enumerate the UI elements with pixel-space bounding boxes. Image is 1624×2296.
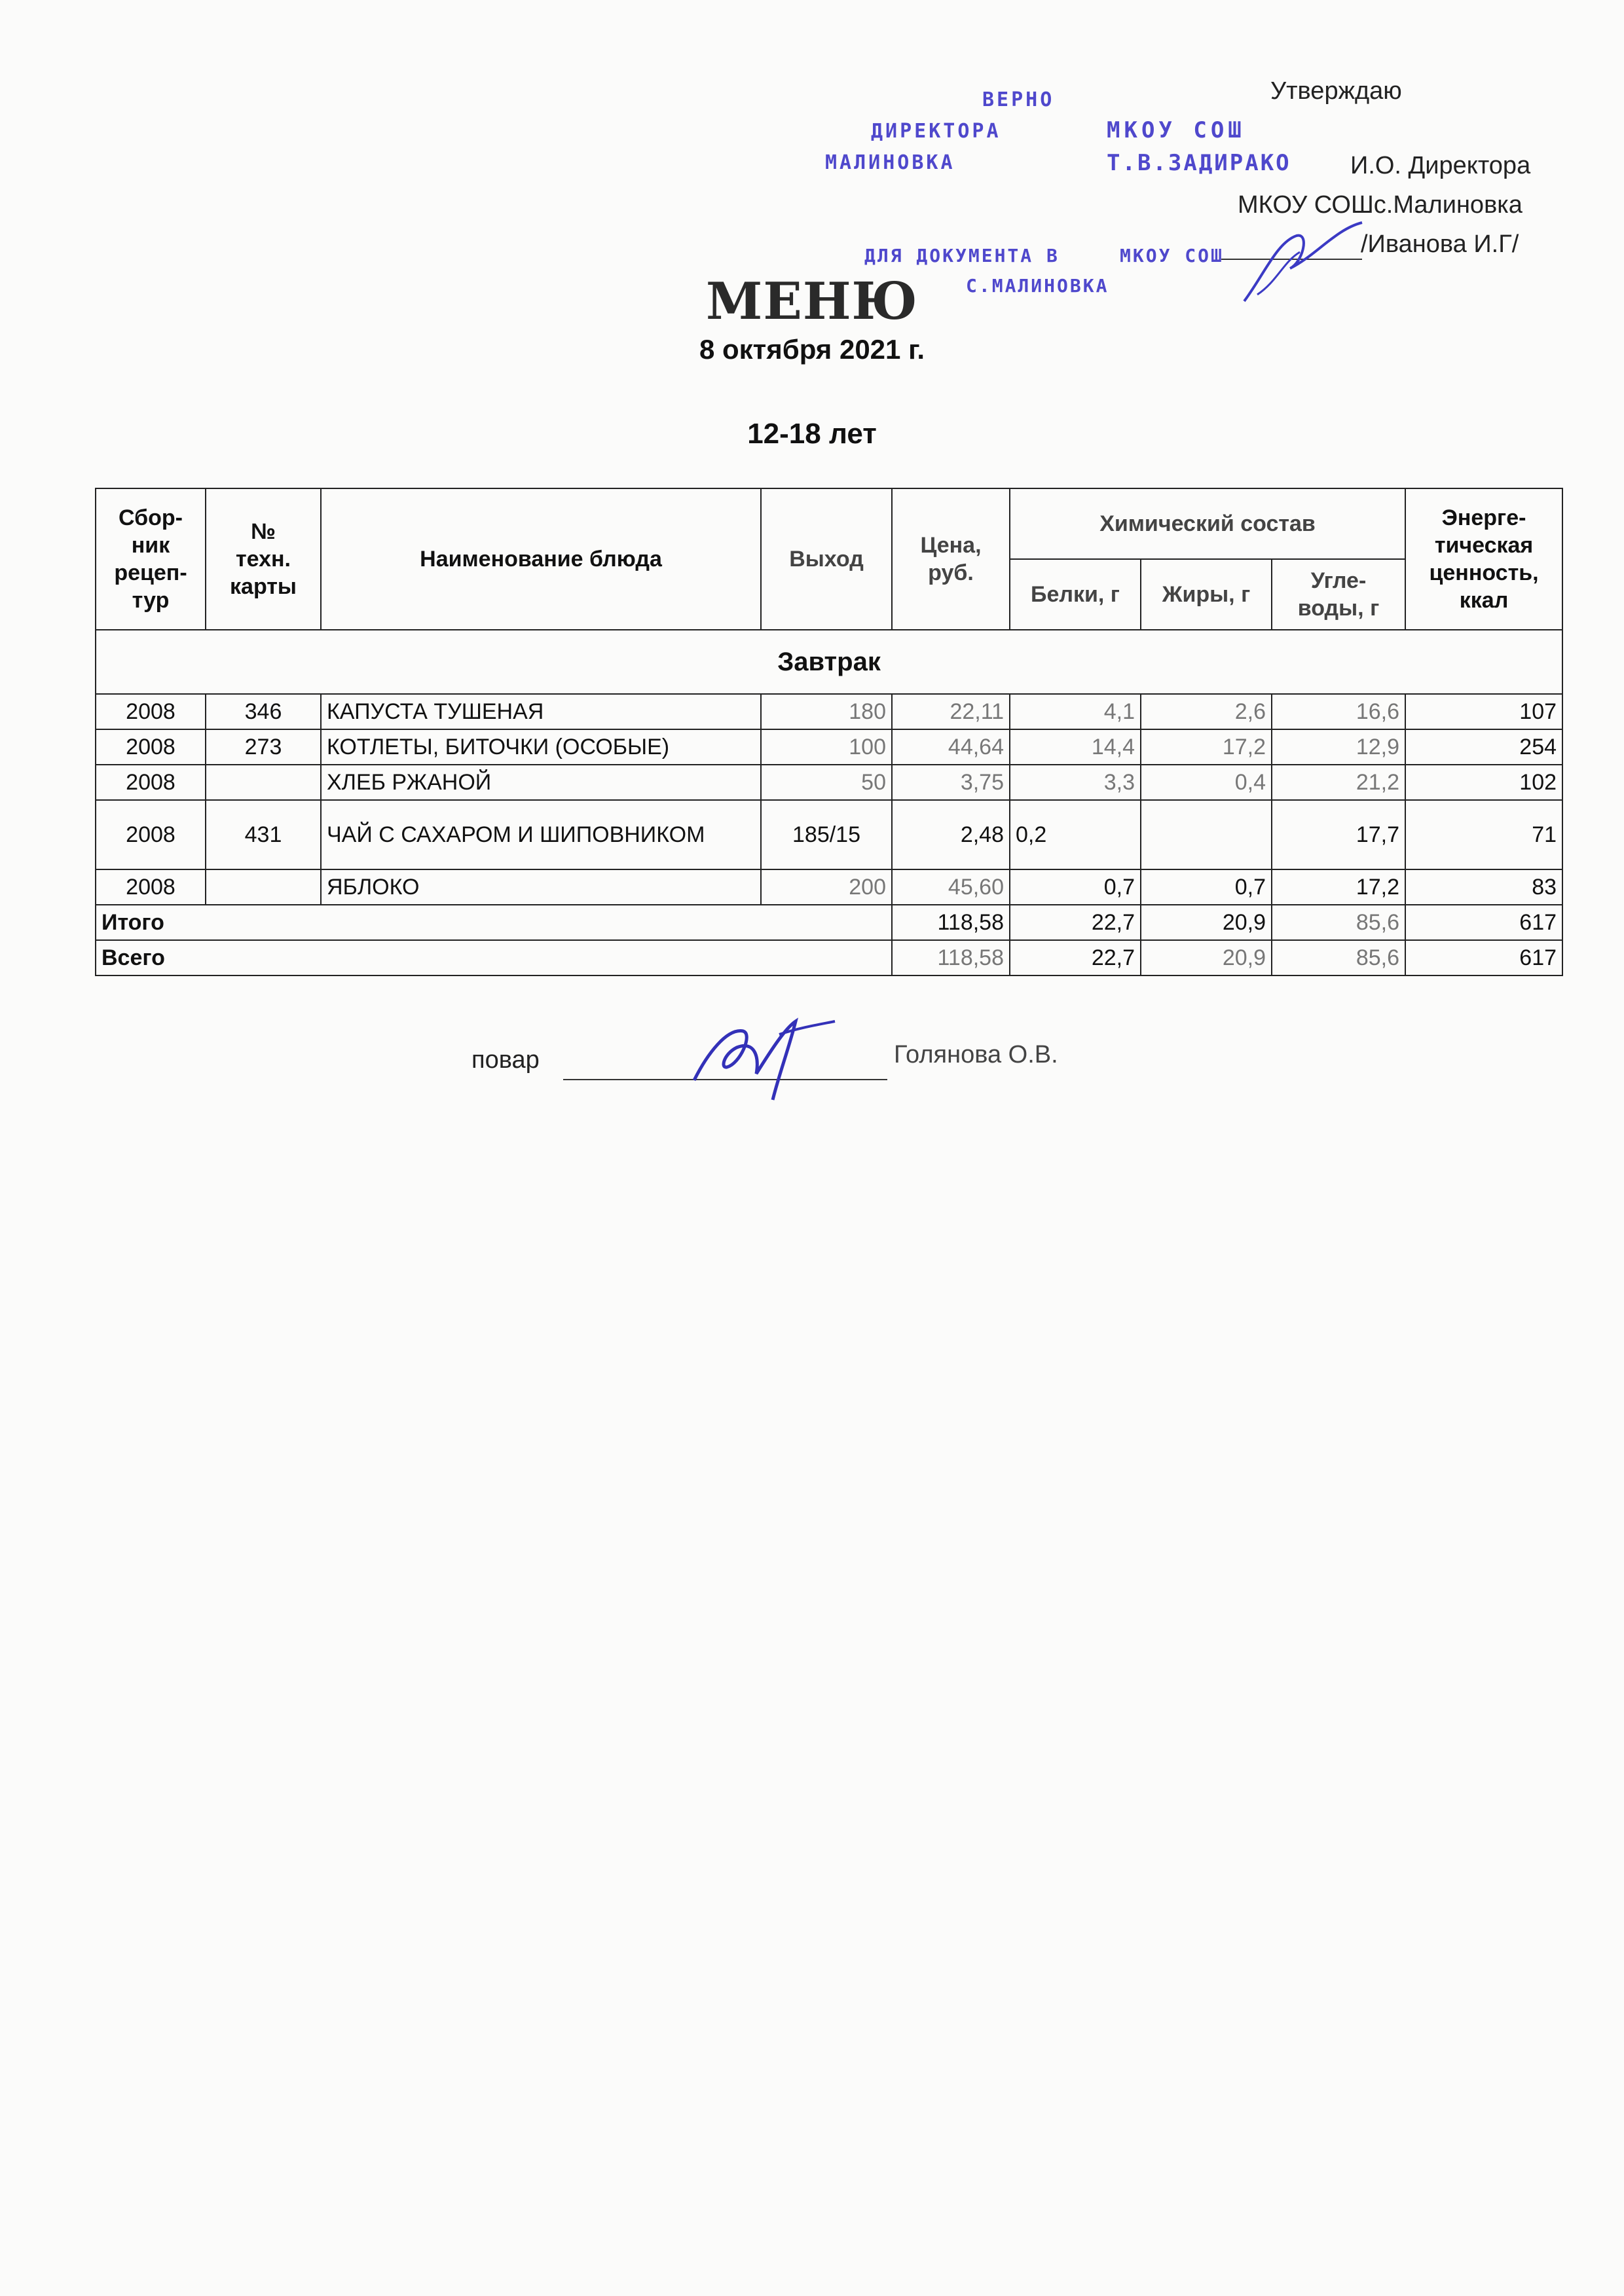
total-price: 118,58 xyxy=(892,940,1010,975)
subtotal-fat: 20,9 xyxy=(1141,905,1272,940)
cell-yield: 100 xyxy=(761,729,892,765)
cell-energy: 102 xyxy=(1405,765,1562,800)
cell-protein: 14,4 xyxy=(1010,729,1141,765)
cell-collection: 2008 xyxy=(96,869,206,905)
subtotal-carbs: 85,6 xyxy=(1272,905,1405,940)
cell-price: 44,64 xyxy=(892,729,1010,765)
total-energy: 617 xyxy=(1405,940,1562,975)
table-row xyxy=(96,869,1562,905)
cell-fat: 0,4 xyxy=(1141,765,1272,800)
cell-carbs: 17,2 xyxy=(1272,869,1405,905)
cell-price: 3,75 xyxy=(892,765,1010,800)
total-fat: 20,9 xyxy=(1141,940,1272,975)
cell-price: 22,11 xyxy=(892,694,1010,729)
header-tech-card: № техн. карты xyxy=(206,488,321,630)
cell-energy: 254 xyxy=(1405,729,1562,765)
subtotal-energy: 617 xyxy=(1405,905,1562,940)
cell-collection: 2008 xyxy=(96,765,206,800)
cell-price: 45,60 xyxy=(892,869,1010,905)
cell-collection: 2008 xyxy=(96,694,206,729)
total-carbs: 85,6 xyxy=(1272,940,1405,975)
table-row xyxy=(96,800,1562,869)
header-carbs: Угле- воды, г xyxy=(1272,559,1405,630)
total-label: Всего xyxy=(96,940,892,975)
cell-collection: 2008 xyxy=(96,800,206,869)
cell-dish-name: КОТЛЕТЫ, БИТОЧКИ (ОСОБЫЕ) xyxy=(321,729,761,765)
svg-text:С.МАЛИНОВКА: С.МАЛИНОВКА xyxy=(966,275,1109,297)
cell-fat: 17,2 xyxy=(1141,729,1272,765)
cell-protein: 4,1 xyxy=(1010,694,1141,729)
cell-energy: 83 xyxy=(1405,869,1562,905)
cell-tech-card: 273 xyxy=(206,729,321,765)
svg-text:ВЕРНО: ВЕРНО xyxy=(982,88,1055,111)
cell-tech-card xyxy=(206,869,321,905)
approval-position: И.О. Директора xyxy=(1350,152,1531,179)
table-row xyxy=(96,765,1562,800)
cell-dish-name: КАПУСТА ТУШЕНАЯ xyxy=(321,694,761,729)
subtotal-protein: 22,7 xyxy=(1010,905,1141,940)
cook-label: повар xyxy=(471,1046,540,1074)
svg-text:МАЛИНОВКА: МАЛИНОВКА xyxy=(825,151,955,174)
header-fat: Жиры, г xyxy=(1141,559,1272,630)
subtotal-row xyxy=(96,905,1562,940)
cell-yield: 185/15 xyxy=(761,800,892,869)
cell-fat: 0,7 xyxy=(1141,869,1272,905)
section-breakfast: Завтрак xyxy=(96,630,1562,694)
cell-protein: 3,3 xyxy=(1010,765,1141,800)
cell-price: 2,48 xyxy=(892,800,1010,869)
cell-yield: 200 xyxy=(761,869,892,905)
cell-collection: 2008 xyxy=(96,729,206,765)
cell-protein: 0,2 xyxy=(1010,800,1141,869)
menu-table xyxy=(95,488,1563,976)
cell-dish-name: ЧАЙ С САХАРОМ И ШИПОВНИКОМ xyxy=(321,800,761,869)
cell-carbs: 12,9 xyxy=(1272,729,1405,765)
subtotal-price: 118,58 xyxy=(892,905,1010,940)
cook-signature xyxy=(681,1002,838,1106)
cell-energy: 107 xyxy=(1405,694,1562,729)
cell-tech-card xyxy=(206,765,321,800)
svg-text:ДИРЕКТОРА: ДИРЕКТОРА xyxy=(871,120,1001,143)
cell-tech-card: 431 xyxy=(206,800,321,869)
header-protein: Белки, г xyxy=(1010,559,1141,630)
cell-energy: 71 xyxy=(1405,800,1562,869)
table-row xyxy=(96,694,1562,729)
age-group: 12-18 лет xyxy=(747,418,877,450)
cell-dish-name: ЯБЛОКО xyxy=(321,869,761,905)
total-row xyxy=(96,940,1562,975)
approval-signatory: /Иванова И.Г/ xyxy=(1361,230,1519,258)
svg-text:ДЛЯ ДОКУМЕНТА В: ДЛЯ ДОКУМЕНТА В xyxy=(864,245,1060,266)
cell-carbs: 17,7 xyxy=(1272,800,1405,869)
cell-fat: 2,6 xyxy=(1141,694,1272,729)
header-energy: Энерге- тическая ценность, ккал xyxy=(1405,488,1562,630)
cell-protein: 0,7 xyxy=(1010,869,1141,905)
subtotal-label: Итого xyxy=(96,905,892,940)
table-row xyxy=(96,729,1562,765)
cell-carbs: 16,6 xyxy=(1272,694,1405,729)
cell-carbs: 21,2 xyxy=(1272,765,1405,800)
cell-yield: 50 xyxy=(761,765,892,800)
cook-name: Голянова О.В. xyxy=(894,1041,1058,1068)
svg-text:МКОУ СОШ: МКОУ СОШ xyxy=(1107,117,1246,143)
total-protein: 22,7 xyxy=(1010,940,1141,975)
menu-date: 8 октября 2021 г. xyxy=(699,334,925,365)
approval-school: МКОУ СОШс.Малиновка xyxy=(1238,191,1522,219)
cell-yield: 180 xyxy=(761,694,892,729)
approval-heading: Утверждаю xyxy=(1270,77,1402,105)
svg-text:Т.В.ЗАДИРАКО: Т.В.ЗАДИРАКО xyxy=(1107,150,1291,176)
cell-tech-card: 346 xyxy=(206,694,321,729)
cell-dish-name: ХЛЕБ РЖАНОЙ xyxy=(321,765,761,800)
header-yield: Выход xyxy=(761,488,892,630)
svg-text:МКОУ СОШ: МКОУ СОШ xyxy=(1120,245,1224,266)
header-dish-name: Наименование блюда xyxy=(321,488,761,630)
cell-fat xyxy=(1141,800,1272,869)
document-title: МЕНЮ xyxy=(706,272,918,331)
header-chem-composition: Химический состав xyxy=(1010,488,1405,559)
header-price: Цена, руб. xyxy=(892,488,1010,630)
header-collection: Сбор- ник рецеп- тур xyxy=(96,488,206,630)
